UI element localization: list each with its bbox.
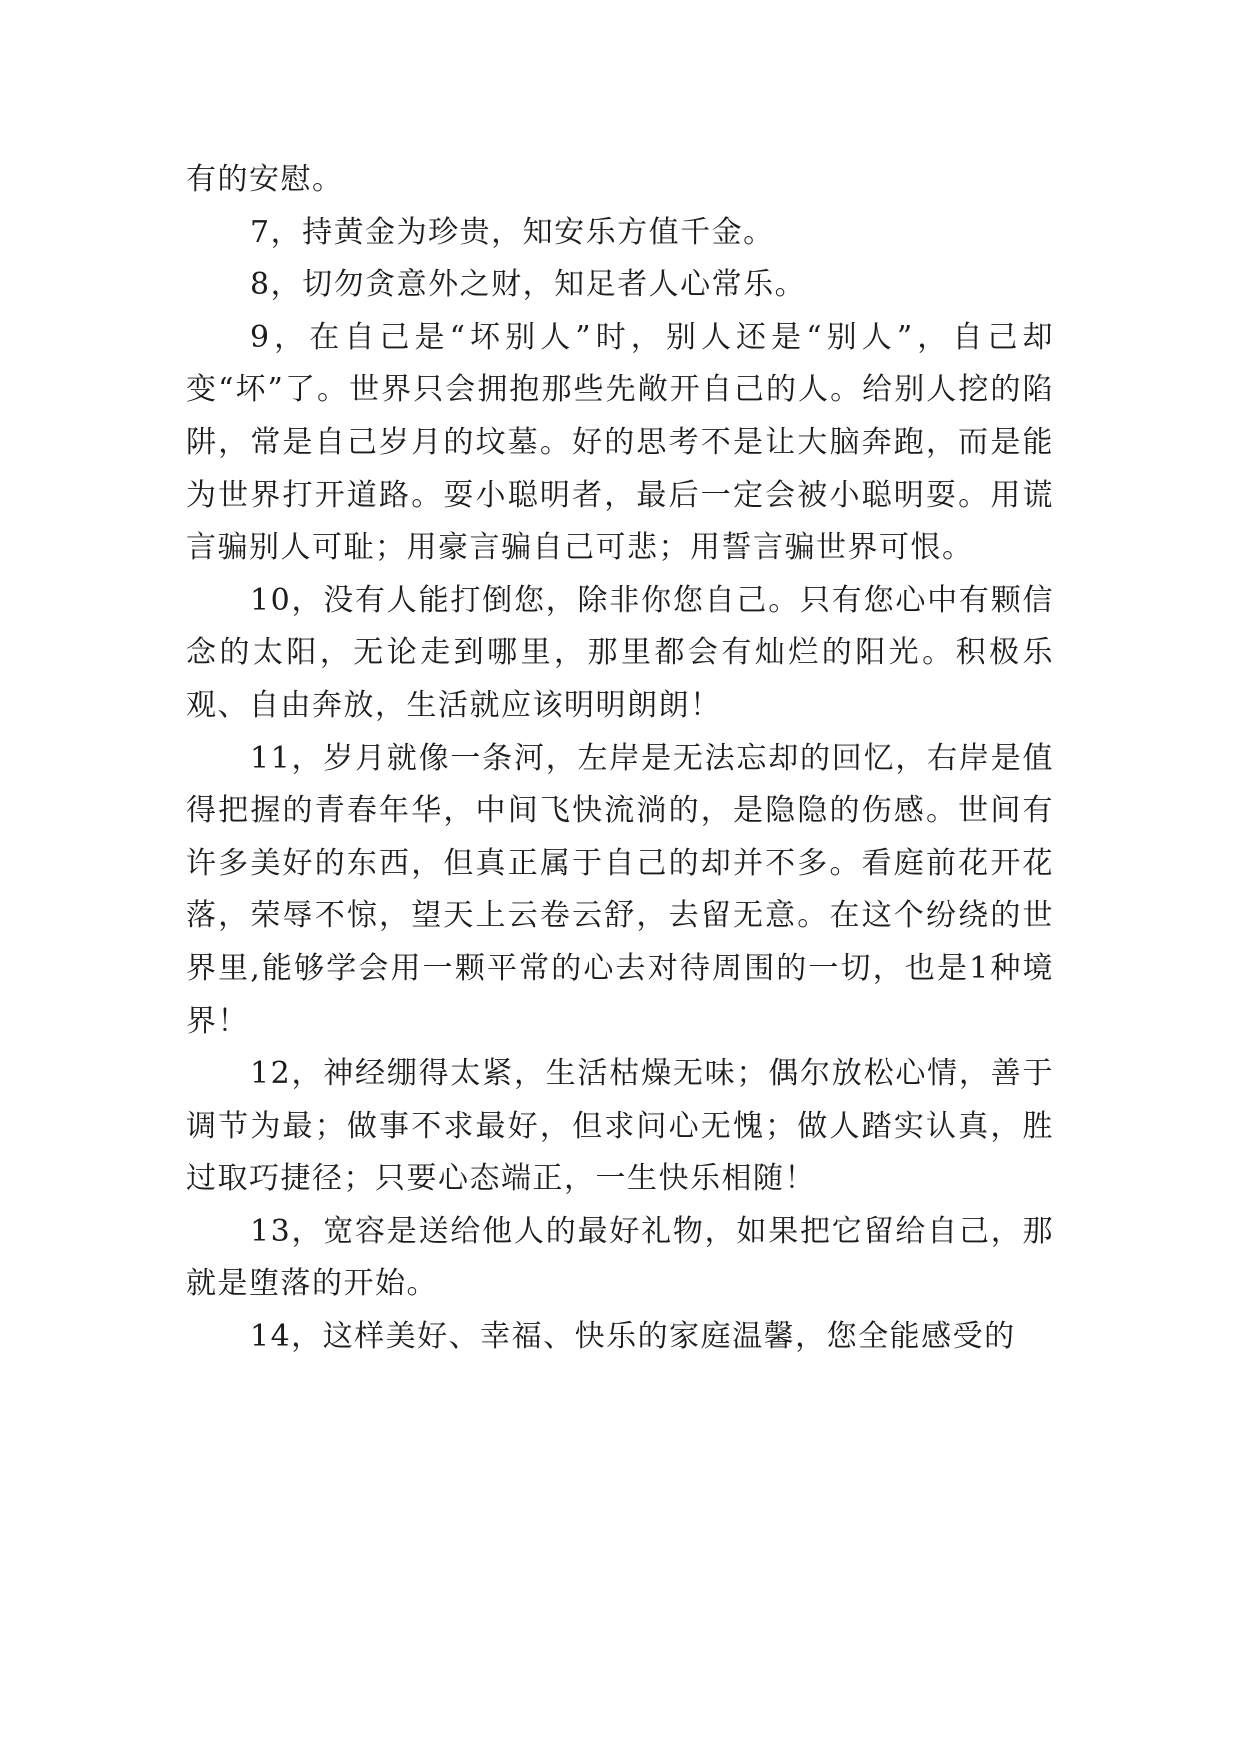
paragraph-item-13: 13，宽容是送给他人的最好礼物，如果把它留给自己，那就是堕落的开始。	[186, 1213, 1054, 1302]
paragraph-item-9: 9，在自己是“坏别人”时，别人还是“别人”，自己却变“坏”了。世界只会拥抱那些先敞开自己的人。给别人挖的陷阱，常是自己岁月的坟墓。好的思考不是让大脑奔跑，而是能为世界打开道路。耍小聪明者，最后一定会被小聪明耍。用谎言骗别人可耻；用豪言骗自己可悲；用誓言骗世界可恨。	[186, 319, 1054, 566]
paragraph-item-7: 7，持黄金为珍贵，知安乐方值千金。	[250, 214, 775, 250]
paragraph-item-8: 8，切勿贪意外之财，知足者人心常乐。	[250, 267, 807, 303]
paragraph-item-10: 10，没有人能打倒您，除非你您自己。只有您心中有颗信念的太阳，无论走到哪里，那里都会有灿烂的阳光。积极乐观、自由奔放，生活就应该明明朗朗！	[186, 582, 1054, 723]
paragraph-item-14: 14，这样美好、幸福、快乐的家庭温馨，您全能感受的	[250, 1319, 1016, 1355]
document-body	[186, 154, 1054, 1364]
paragraph-item-12: 12，神经绷得太紧，生活枯燥无味；偶尔放松心情，善于调节为最；做事不求最好，但求问心无愧；做人踏实认真，胜过取巧捷径；只要心态端正，一生快乐相随！	[186, 1056, 1054, 1197]
paragraph-continuation: 有的安慰。	[186, 162, 344, 197]
paragraph-item-11: 11，岁月就像一条河，左岸是无法忘却的回忆，右岸是值得把握的青春年华，中间飞快流淌的，是隐隐的伤感。世间有许多美好的东西，但真正属于自己的却并不多。看庭前花开花落，荣辱不惊，望天上云卷云舒，去留无意。在这个纷绕的世界里,能够学会用一颗平常的心去对待周围的一切，也是1种境界！	[186, 740, 1054, 1039]
